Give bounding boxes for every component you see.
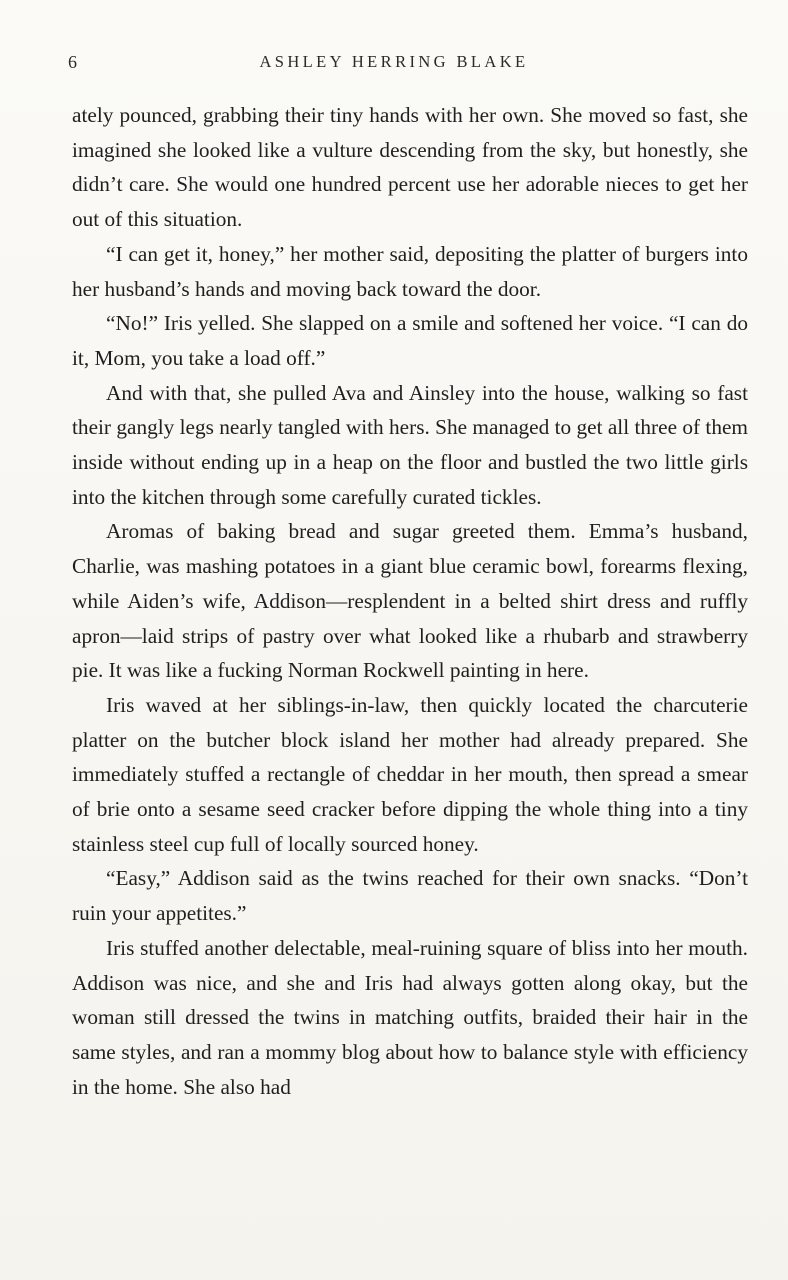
paragraph: “I can get it, honey,” her mother said, depositing the platter of burgers into her husband’s hands and moving back toward the door. xyxy=(72,241,748,301)
paragraph: Aromas of baking bread and sugar greeted them. Emma’s husband, Charlie, was mashing potatoes in a giant blue ceramic bowl, forearms flexing, while Aiden’s wife, Addison—resplendent in a belted shirt dress and ruffly apron—laid strips of pastry over what looked like a rhubarb and strawberry pie. It was like a fucking Norman Rockwell painting in here. xyxy=(72,519,748,683)
paragraph: Iris waved at her siblings-in-law, then quickly located the charcuterie platter on the butcher block island her mother had already prepared. She immediately stuffed a rectangle of cheddar in her mouth, then spread a smear of brie onto a sesame seed cracker before dipping the whole thing into a tiny stainless steel cup full of locally sourced honey. xyxy=(72,692,748,856)
body-text xyxy=(72,98,748,1104)
paragraph: Iris stuffed another delectable, meal-ruining square of bliss into her mouth. Addison was nice, and she and Iris had always gotten along okay, but the woman still dressed the twins in matching outfits, braided their hair in the same styles, and ran a mommy blog about how to balance style with efficiency in the home. She also had xyxy=(72,935,748,1099)
paragraph: ately pounced, grabbing their tiny hands with her own. She moved so fast, she imagined she looked like a vulture descending from the sky, but honestly, she didn’t care. She would one hundred percent use her adorable nieces to get her out of this situation. xyxy=(72,103,748,232)
paragraph: “Easy,” Addison said as the twins reached for their own snacks. “Don’t ruin your appetites.” xyxy=(72,866,748,926)
running-head xyxy=(0,48,788,76)
running-head-author: ASHLEY HERRING BLAKE xyxy=(259,52,529,71)
paragraph: “No!” Iris yelled. She slapped on a smile and softened her voice. “I can do it, Mom, you take a load off.” xyxy=(72,311,748,370)
page-number: 6 xyxy=(68,52,77,72)
paragraph: And with that, she pulled Ava and Ainsley into the house, walking so fast their gangly legs nearly tangled with hers. She managed to get all three of them inside without ending up in a heap on the floor and bustled the two little girls into the kitchen through some carefully curated tickles. xyxy=(72,380,748,509)
